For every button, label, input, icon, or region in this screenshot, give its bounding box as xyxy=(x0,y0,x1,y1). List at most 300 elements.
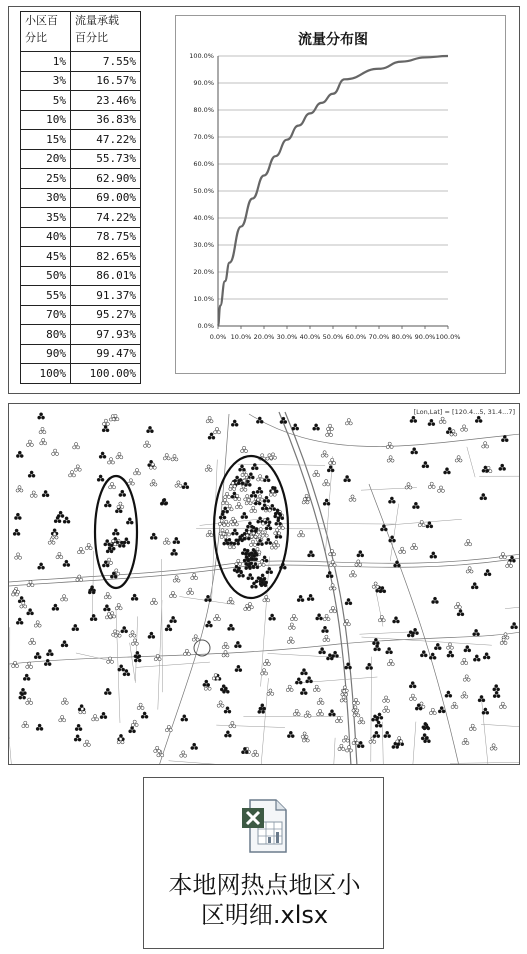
cell-traffic: 16.57% xyxy=(71,71,141,91)
cell-site-icon xyxy=(56,552,63,559)
cell-site-icon xyxy=(39,427,46,434)
cell-sector xyxy=(16,489,19,492)
cell-sector xyxy=(295,681,298,684)
cell-sector xyxy=(15,529,18,532)
cell-sector xyxy=(38,656,41,659)
cell-site-icon xyxy=(263,659,270,666)
cell-sector xyxy=(380,528,383,531)
cell-sector xyxy=(204,687,207,690)
cell-sector xyxy=(224,496,227,499)
cell-sector xyxy=(61,701,64,704)
cell-sector xyxy=(15,665,18,668)
cell-sector xyxy=(205,468,208,471)
cell-sector xyxy=(265,581,268,584)
cell-sector xyxy=(396,620,399,623)
cell-sector xyxy=(107,660,110,663)
y-tick-label: 10.0% xyxy=(193,295,214,303)
cell-sector xyxy=(254,562,257,565)
cell-sector xyxy=(252,582,255,585)
cell-sector xyxy=(220,536,223,539)
cell-sector xyxy=(476,633,479,636)
cell-sector xyxy=(333,462,336,465)
cell-sector xyxy=(245,502,248,505)
cell-sector xyxy=(302,688,305,691)
cell-sector xyxy=(412,416,415,419)
cell-sector xyxy=(217,704,220,707)
cell-sector xyxy=(426,465,429,468)
cell-sector xyxy=(208,530,211,533)
cell-sector xyxy=(457,456,460,459)
cell-share: 35% xyxy=(21,208,71,228)
cell-sector xyxy=(317,688,320,691)
cell-sector xyxy=(228,538,231,541)
cell-sector xyxy=(471,724,474,727)
table-row xyxy=(21,91,141,111)
cell-sector xyxy=(465,662,468,665)
cell-sector xyxy=(239,506,242,509)
cell-sector xyxy=(193,743,196,746)
cell-sector xyxy=(233,529,236,532)
cell-sector xyxy=(225,520,228,523)
cell-sector xyxy=(205,624,208,627)
cell-site-icon xyxy=(235,559,242,566)
cell-sector xyxy=(514,626,517,629)
cell-sector xyxy=(315,685,318,688)
cell-site-icon xyxy=(295,678,302,685)
cell-sector xyxy=(425,736,428,739)
cell-sector xyxy=(246,480,249,483)
cell-sector xyxy=(258,563,261,566)
cell-sector xyxy=(121,741,124,744)
cell-site-icon xyxy=(28,471,35,478)
cell-sector xyxy=(189,588,192,591)
cell-sector xyxy=(252,753,255,756)
cell-site-icon xyxy=(208,433,215,440)
cell-sector xyxy=(61,715,64,718)
cell-sector xyxy=(129,730,132,733)
cell-sector xyxy=(384,528,387,531)
cell-sector xyxy=(228,710,231,713)
cell-sector xyxy=(289,731,292,734)
cell-site-icon xyxy=(345,663,352,670)
cell-site-icon xyxy=(109,482,116,489)
minor-road xyxy=(450,762,520,764)
cell-site-icon xyxy=(213,614,220,621)
cell-sector xyxy=(243,747,246,750)
cell-site-icon xyxy=(97,475,104,482)
cell-site-icon xyxy=(352,698,359,705)
cell-sector xyxy=(269,541,272,544)
table-row xyxy=(21,149,141,169)
cell-sector xyxy=(277,544,280,547)
cell-sector xyxy=(484,442,487,445)
cell-sector xyxy=(258,551,261,554)
cell-sector xyxy=(171,591,174,594)
cell-sector xyxy=(306,711,309,714)
cell-sector xyxy=(294,424,297,427)
cell-sector xyxy=(119,734,122,737)
cell-site-icon xyxy=(387,456,394,463)
cell-sector xyxy=(226,731,229,734)
cell-site-icon xyxy=(323,480,330,487)
cell-site-icon xyxy=(445,691,452,698)
cell-sector xyxy=(185,718,188,721)
cell-sector xyxy=(18,618,21,621)
cell-sector xyxy=(215,614,218,617)
cell-sector xyxy=(153,466,156,469)
cell-sector xyxy=(70,471,73,474)
cell-sector xyxy=(467,539,470,542)
cell-sector xyxy=(347,746,350,749)
cell-sector xyxy=(64,598,67,601)
cell-sector xyxy=(263,669,266,672)
cell-sector xyxy=(42,494,45,497)
cell-site-icon xyxy=(223,520,230,527)
cell-site-icon xyxy=(290,614,297,621)
cell-sector xyxy=(152,635,155,638)
cell-sector xyxy=(351,571,354,574)
cell-sector xyxy=(332,713,335,716)
cell-sector xyxy=(112,572,115,575)
cell-sector xyxy=(383,699,386,702)
cell-sector xyxy=(259,539,262,542)
cell-sector xyxy=(329,564,332,567)
cell-site-icon xyxy=(263,496,270,503)
cell-sector xyxy=(83,743,86,746)
cell-sector xyxy=(72,628,75,631)
cell-sector xyxy=(430,525,433,528)
cell-sector xyxy=(40,727,43,730)
cell-sector xyxy=(296,427,299,430)
cell-sector xyxy=(137,472,140,475)
cell-site-icon xyxy=(68,471,75,478)
cell-sector xyxy=(287,735,290,738)
cell-sector xyxy=(160,502,163,505)
cell-sector xyxy=(249,573,252,576)
cell-sector xyxy=(323,502,326,505)
cell-sector xyxy=(325,635,328,638)
cell-sector xyxy=(25,674,28,677)
cell-sector xyxy=(259,707,262,710)
cell-site-icon xyxy=(464,646,471,653)
cell-sector xyxy=(370,666,373,669)
cell-sector xyxy=(111,482,114,485)
cell-sector xyxy=(241,552,244,555)
cell-sector xyxy=(32,491,35,494)
cell-sector xyxy=(391,536,394,539)
cell-sector xyxy=(373,715,376,718)
table-row xyxy=(21,188,141,208)
cell-sector xyxy=(304,672,307,675)
cell-site-icon xyxy=(150,533,157,540)
cell-site-icon xyxy=(443,468,450,475)
cell-site-icon xyxy=(12,661,19,668)
cell-sector xyxy=(191,577,194,580)
cell-sector xyxy=(319,698,322,701)
cell-sector xyxy=(79,728,82,731)
cell-sector xyxy=(413,543,416,546)
cell-sector xyxy=(242,468,245,471)
cell-sector xyxy=(501,439,504,442)
cell-sector xyxy=(428,522,431,525)
table-row xyxy=(21,169,141,189)
cell-sector xyxy=(250,535,253,538)
cell-sector xyxy=(265,595,268,598)
cell-sector xyxy=(137,706,140,709)
cell-site-icon xyxy=(372,638,379,645)
cell-sector xyxy=(16,621,19,624)
cell-sector xyxy=(23,696,26,699)
cell-sector xyxy=(36,621,39,624)
cell-sector xyxy=(145,715,148,718)
cell-site-icon xyxy=(342,736,349,743)
cell-site-icon xyxy=(256,495,263,502)
cell-sector xyxy=(102,429,105,432)
cell-sector xyxy=(105,616,108,619)
cell-sector xyxy=(112,547,115,550)
cell-sector xyxy=(277,519,280,522)
cell-site-icon xyxy=(129,631,136,638)
cell-sector xyxy=(195,746,198,749)
cell-site-icon xyxy=(63,517,70,524)
cell-sector xyxy=(110,544,113,547)
cell-sector xyxy=(301,534,304,537)
cell-site-icon xyxy=(252,750,259,757)
cell-sector xyxy=(346,475,349,478)
cell-sector xyxy=(282,417,285,420)
cell-sector xyxy=(222,646,225,649)
cell-sector xyxy=(156,654,159,657)
cell-sector xyxy=(237,665,240,668)
cell-sector xyxy=(123,626,126,629)
cell-sector xyxy=(65,644,68,647)
cell-site-icon xyxy=(163,454,170,461)
cell-sector xyxy=(333,587,336,590)
cell-sector xyxy=(116,631,119,634)
cell-sector xyxy=(104,504,107,507)
cell-sector xyxy=(223,542,226,545)
cell-sector xyxy=(13,590,16,593)
cell-sector xyxy=(270,571,273,574)
cell-sector xyxy=(303,498,306,501)
cell-sector xyxy=(377,648,380,651)
cell-site-icon xyxy=(455,456,462,463)
cell-sector xyxy=(27,612,30,615)
cell-sector xyxy=(224,651,227,654)
cell-sector xyxy=(338,748,341,751)
cell-site-icon xyxy=(219,513,226,520)
cell-sector xyxy=(396,745,399,748)
traffic-summary-panel xyxy=(8,6,520,394)
cell-sector xyxy=(224,710,227,713)
cell-site-icon xyxy=(235,502,242,509)
y-tick-label: 80.0% xyxy=(193,106,214,114)
cell-sector xyxy=(328,424,331,427)
cell-sector xyxy=(88,591,91,594)
cell-share: 3% xyxy=(21,71,71,91)
cell-sector xyxy=(414,419,417,422)
cell-sector xyxy=(475,655,478,658)
cell-site-icon xyxy=(345,598,352,605)
cell-sector xyxy=(243,446,246,449)
cell-sector xyxy=(52,607,55,610)
cell-sector xyxy=(177,541,180,544)
cell-sector xyxy=(120,665,123,668)
cell-sector xyxy=(187,591,190,594)
cell-sector xyxy=(347,419,350,422)
cell-site-icon xyxy=(181,715,188,722)
cell-sector xyxy=(304,692,307,695)
cell-site-icon xyxy=(430,552,437,559)
cell-site-icon xyxy=(224,492,231,499)
cell-sector xyxy=(261,454,264,457)
cell-sector xyxy=(323,626,326,629)
cell-share: 50% xyxy=(21,266,71,286)
cell-sector xyxy=(382,525,385,528)
cell-sector xyxy=(275,541,278,544)
cell-sector xyxy=(30,701,33,704)
cell-sector xyxy=(328,571,331,574)
header-cell-share: 小区百 分比 xyxy=(21,12,71,52)
cell-sector xyxy=(230,508,233,511)
cell-sector xyxy=(254,535,257,538)
cell-sector xyxy=(46,659,49,662)
cell-sector xyxy=(373,740,376,743)
cell-site-icon xyxy=(173,537,180,544)
cell-sector xyxy=(18,516,21,519)
cell-sector xyxy=(459,609,462,612)
cell-sector xyxy=(52,452,55,455)
cell-site-icon xyxy=(102,425,109,432)
cell-site-icon xyxy=(410,416,417,423)
cell-sector xyxy=(31,638,34,641)
cell-sector xyxy=(473,727,476,730)
cell-site-icon xyxy=(447,651,454,658)
cell-site-icon xyxy=(355,560,362,567)
cell-sector xyxy=(241,482,244,485)
cell-sector xyxy=(77,551,80,554)
cell-sector xyxy=(461,662,464,665)
cell-sector xyxy=(106,592,109,595)
excel-file-icon[interactable] xyxy=(236,796,296,856)
cell-site-icon xyxy=(234,641,241,648)
cell-sector xyxy=(423,740,426,743)
cell-sector xyxy=(123,541,126,544)
cell-sector xyxy=(16,454,19,457)
cell-site-icon xyxy=(115,603,122,610)
cell-sector xyxy=(210,420,213,423)
cell-sector xyxy=(169,729,172,732)
cell-sector xyxy=(431,600,434,603)
cell-sector xyxy=(480,695,483,698)
cell-site-icon xyxy=(461,692,468,699)
y-tick-label: 90.0% xyxy=(193,79,214,87)
cell-sector xyxy=(114,634,117,637)
cell-sector xyxy=(246,495,249,498)
cell-sector xyxy=(55,452,58,455)
cell-site-icon xyxy=(287,731,294,738)
cell-sector xyxy=(151,463,154,466)
cell-sector xyxy=(150,632,153,635)
cell-sector xyxy=(119,607,122,610)
cell-traffic: 69.00% xyxy=(71,188,141,208)
cell-sector xyxy=(257,531,260,534)
cell-sector xyxy=(465,543,468,546)
cell-sector xyxy=(376,589,379,592)
cell-sector xyxy=(344,699,347,702)
cell-sector xyxy=(378,713,381,716)
cell-sector xyxy=(246,525,249,528)
cell-site-icon xyxy=(490,744,497,751)
cell-sector xyxy=(274,532,277,535)
cell-site-icon xyxy=(104,688,111,695)
cell-sector xyxy=(109,458,112,461)
cell-sector xyxy=(252,506,255,509)
cell-sector xyxy=(389,539,392,542)
cell-sector xyxy=(415,451,418,454)
cell-sector xyxy=(63,698,66,701)
cell-sector xyxy=(265,534,268,537)
cell-site-icon xyxy=(463,675,470,682)
cell-sector xyxy=(217,431,220,434)
table-row xyxy=(21,247,141,267)
cell-sector xyxy=(156,746,159,749)
cell-sector xyxy=(283,566,286,569)
cell-share: 10% xyxy=(21,110,71,130)
cell-site-icon xyxy=(499,464,506,471)
cell-site-icon xyxy=(16,618,23,625)
cell-sector xyxy=(300,531,303,534)
cell-sector xyxy=(126,521,129,524)
cell-site-icon xyxy=(83,740,90,747)
cell-sector xyxy=(75,443,78,446)
cell-sector xyxy=(18,600,21,603)
cell-sector xyxy=(323,451,326,454)
cell-sector xyxy=(227,601,230,604)
cell-site-icon xyxy=(137,703,144,710)
cell-sector xyxy=(186,486,189,489)
cell-sector xyxy=(252,565,255,568)
cell-sector xyxy=(143,712,146,715)
cell-sector xyxy=(237,559,240,562)
cell-sector xyxy=(233,420,236,423)
cell-sector xyxy=(273,544,276,547)
cell-sector xyxy=(65,701,68,704)
cell-sector xyxy=(468,567,471,570)
cell-site-icon xyxy=(121,626,128,633)
map-coordinate-readout: [Lon,Lat] = [120.4...5, 31.4...7] xyxy=(413,408,515,416)
cell-sector xyxy=(290,618,293,621)
cell-sector xyxy=(162,499,165,502)
cell-site-icon xyxy=(61,698,68,705)
cell-sector xyxy=(329,610,332,613)
cell-sector xyxy=(119,502,122,505)
cell-sector xyxy=(414,547,417,550)
cell-site-icon xyxy=(493,691,500,698)
cell-sector xyxy=(228,504,231,507)
cell-sector xyxy=(354,706,357,709)
cell-sector xyxy=(177,579,180,582)
file-attachment[interactable] xyxy=(143,777,384,949)
cell-sector xyxy=(245,516,248,519)
cell-sector xyxy=(467,678,470,681)
cell-sector xyxy=(22,602,25,605)
table-row xyxy=(21,305,141,325)
cell-sector xyxy=(246,604,249,607)
cell-site-icon xyxy=(313,470,320,477)
cell-sector xyxy=(267,692,270,695)
cell-site-icon xyxy=(431,597,438,604)
